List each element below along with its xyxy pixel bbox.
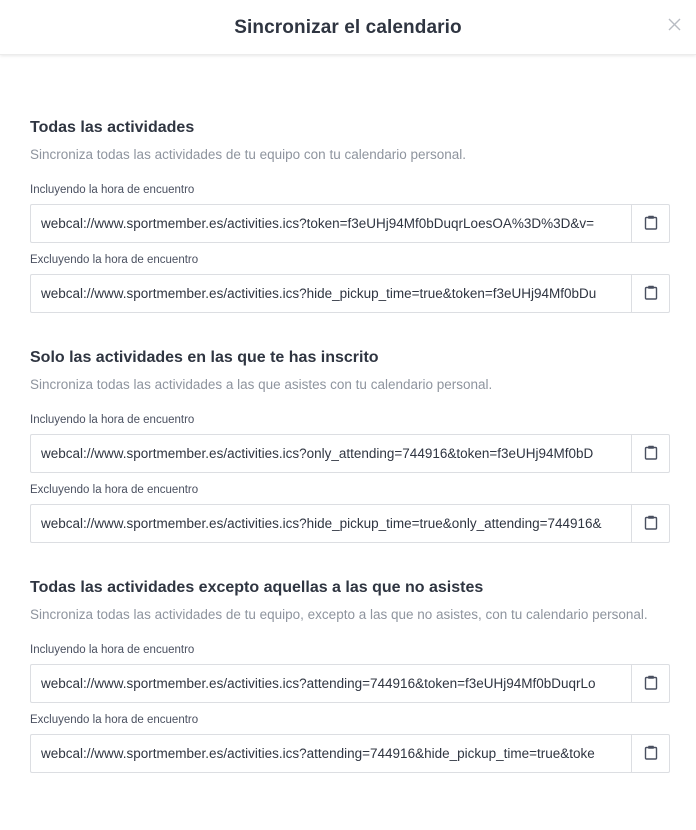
field-label: Incluyendo la hora de encuentro — [30, 644, 195, 656]
field-label: Excluyendo la hora de encuentro — [30, 484, 199, 496]
field-all-excluding-pickup — [30, 253, 670, 313]
field-attending-excluding-pickup — [30, 483, 670, 543]
url-group — [30, 434, 670, 473]
section-description: Sincroniza todas las actividades de tu equipo, excepto a las que no asistes, con tu calendario personal. — [30, 607, 648, 622]
section-title: Solo las actividades en las que te has inscrito — [30, 349, 379, 366]
section-only-attending — [30, 348, 670, 543]
copy-button[interactable] — [631, 504, 670, 543]
close-icon — [668, 18, 681, 34]
modal-title: Sincronizar el calendario — [234, 17, 462, 38]
url-group — [30, 204, 670, 243]
section-all-activities — [30, 118, 670, 313]
modal-body — [30, 118, 670, 808]
field-except-including-pickup — [30, 643, 670, 703]
section-all-except-not-attending — [30, 578, 670, 773]
section-title: Todas las actividades — [30, 119, 195, 136]
copy-button[interactable] — [631, 204, 670, 243]
calendar-url-input[interactable] — [30, 274, 631, 313]
section-description: Sincroniza todas las actividades de tu equipo con tu calendario personal. — [30, 147, 467, 162]
calendar-url-input[interactable] — [30, 734, 631, 773]
calendar-url-input[interactable] — [30, 204, 631, 243]
copy-button[interactable] — [631, 274, 670, 313]
calendar-url-input[interactable] — [30, 434, 631, 473]
calendar-url-input[interactable] — [30, 664, 631, 703]
calendar-url-input[interactable] — [30, 504, 631, 543]
clipboard-icon — [644, 445, 658, 463]
field-except-excluding-pickup — [30, 713, 670, 773]
url-group — [30, 274, 670, 313]
section-title: Todas las actividades excepto aquellas a las que no asistes — [30, 579, 484, 596]
clipboard-icon — [644, 285, 658, 303]
modal-header — [0, 0, 696, 55]
copy-button[interactable] — [631, 734, 670, 773]
copy-button[interactable] — [631, 664, 670, 703]
field-all-including-pickup — [30, 183, 670, 243]
clipboard-icon — [644, 515, 658, 533]
clipboard-icon — [644, 215, 658, 233]
url-group — [30, 504, 670, 543]
clipboard-icon — [644, 675, 658, 693]
field-label: Incluyendo la hora de encuentro — [30, 184, 195, 196]
field-attending-including-pickup — [30, 413, 670, 473]
field-label: Excluyendo la hora de encuentro — [30, 254, 199, 266]
close-button[interactable] — [662, 14, 686, 38]
copy-button[interactable] — [631, 434, 670, 473]
url-group — [30, 734, 670, 773]
field-label: Excluyendo la hora de encuentro — [30, 714, 199, 726]
field-label: Incluyendo la hora de encuentro — [30, 414, 195, 426]
clipboard-icon — [644, 745, 658, 763]
url-group — [30, 664, 670, 703]
section-description: Sincroniza todas las actividades a las que asistes con tu calendario personal. — [30, 377, 493, 392]
